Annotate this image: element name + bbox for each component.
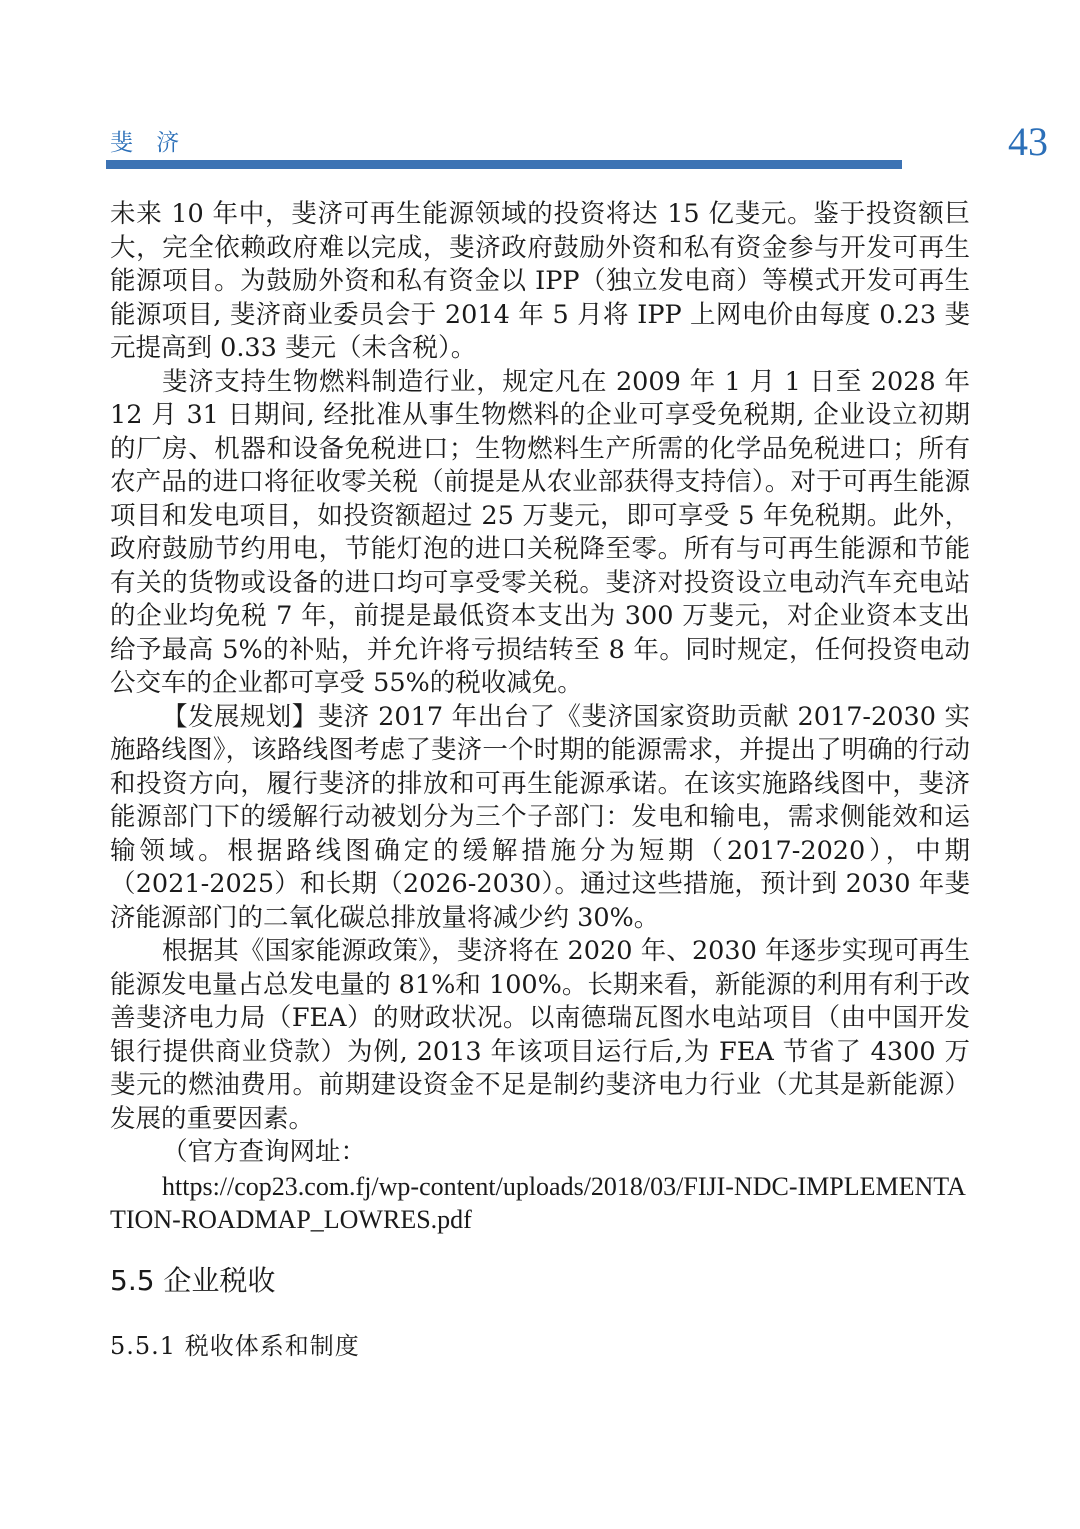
running-header-title: 斐 济 bbox=[110, 130, 188, 156]
header-rule bbox=[106, 160, 902, 169]
paragraph-investment: 未来 10 年中，斐济可再生能源领域的投资将达 15 亿斐元。鉴于投资额巨大，完全依赖政府难以完成，斐济政府鼓励外资和私有资金参与开发可再生能源项目。为鼓励外资和私有资金以 IPP（独立发电商）等模式开发可再生能源项目, 斐济商业委员会于 2014 年 5 月将 IPP 上网电价由每度 0.23 斐元提高到 0.33 斐元（未含税）。 bbox=[110, 199, 970, 363]
subsection-heading: 5.5.1 税收体系和制度 bbox=[110, 1331, 360, 1360]
body-content bbox=[110, 198, 970, 1363]
paragraph-energy-policy: 根据其《国家能源政策》，斐济将在 2020 年、2030 年逐步实现可再生能源发电量占总发电量的 81%和 100%。长期来看，新能源的利用有利于改善斐济电力局（FEA）的财政状况。以南德瑞瓦图水电站项目（由中国开发银行提供商业贷款）为例, 2013 年该项目运行后,为 FEA 节省了 4300 万斐元的燃油费用。前期建设资金不足是制约斐济电力行业（尤其是新能源）发展的重要因素。 bbox=[110, 936, 970, 1134]
official-url[interactable]: https://cop23.com.fj/wp-content/uploads/2018/03/FIJI-NDC-IMPLEMENTATION-ROADMAP_LOWRES.pdf bbox=[110, 1171, 966, 1234]
paragraph-biofuel: 斐济支持生物燃料制造行业，规定凡在 2009 年 1 月 1 日至 2028 年 12 月 31 日期间, 经批准从事生物燃料的企业可享受免税期, 企业设立初期的厂房、机器和设备免税进口；生物燃料生产所需的化学品免税进口；所有农产品的进口将征收零关税（前提是从农业部获得支持信）。对于可再生能源项目和发电项目，如投资额超过 25 万斐元，即可享受 5 年免税期。此外，政府鼓励节约用电，节能灯泡的进口关税降至零。所有与可再生能源和节能有关的货物或设备的进口均可享受零关税。斐济对投资设立电动汽车充电站的企业均免税 7 年，前提是最低资本支出为 300 万斐元，对企业资本支出给予最高 5%的补贴，并允许将亏损结转至 8 年。同时规定，任何投资电动公交车的企业都可享受 55%的税收减免。 bbox=[110, 366, 970, 698]
page-number: 43 bbox=[1008, 119, 1048, 164]
paragraph-development-plan: 【发展规划】斐济 2017 年出台了《斐济国家资助贡献 2017-2030 实施路线图》，该路线图考虑了斐济一个时期的能源需求，并提出了明确的行动和投资方向，履行斐济的排放和可再生能源承诺。在该实施路线图中，斐济能源部门下的缓解行动被划分为三个子部门：发电和输电，需求侧能效和运输领域。根据路线图确定的缓解措施分为短期（2017-2020），中期（2021-2025）和长期（2026-2030）。通过这些措施，预计到 2030 年斐济能源部门的二氧化碳总排放量将减少约 30%。 bbox=[110, 701, 970, 933]
paragraph-official-url-label: （官方查询网址： bbox=[162, 1137, 367, 1167]
section-heading: 5.5 企业税收 bbox=[110, 1263, 276, 1297]
